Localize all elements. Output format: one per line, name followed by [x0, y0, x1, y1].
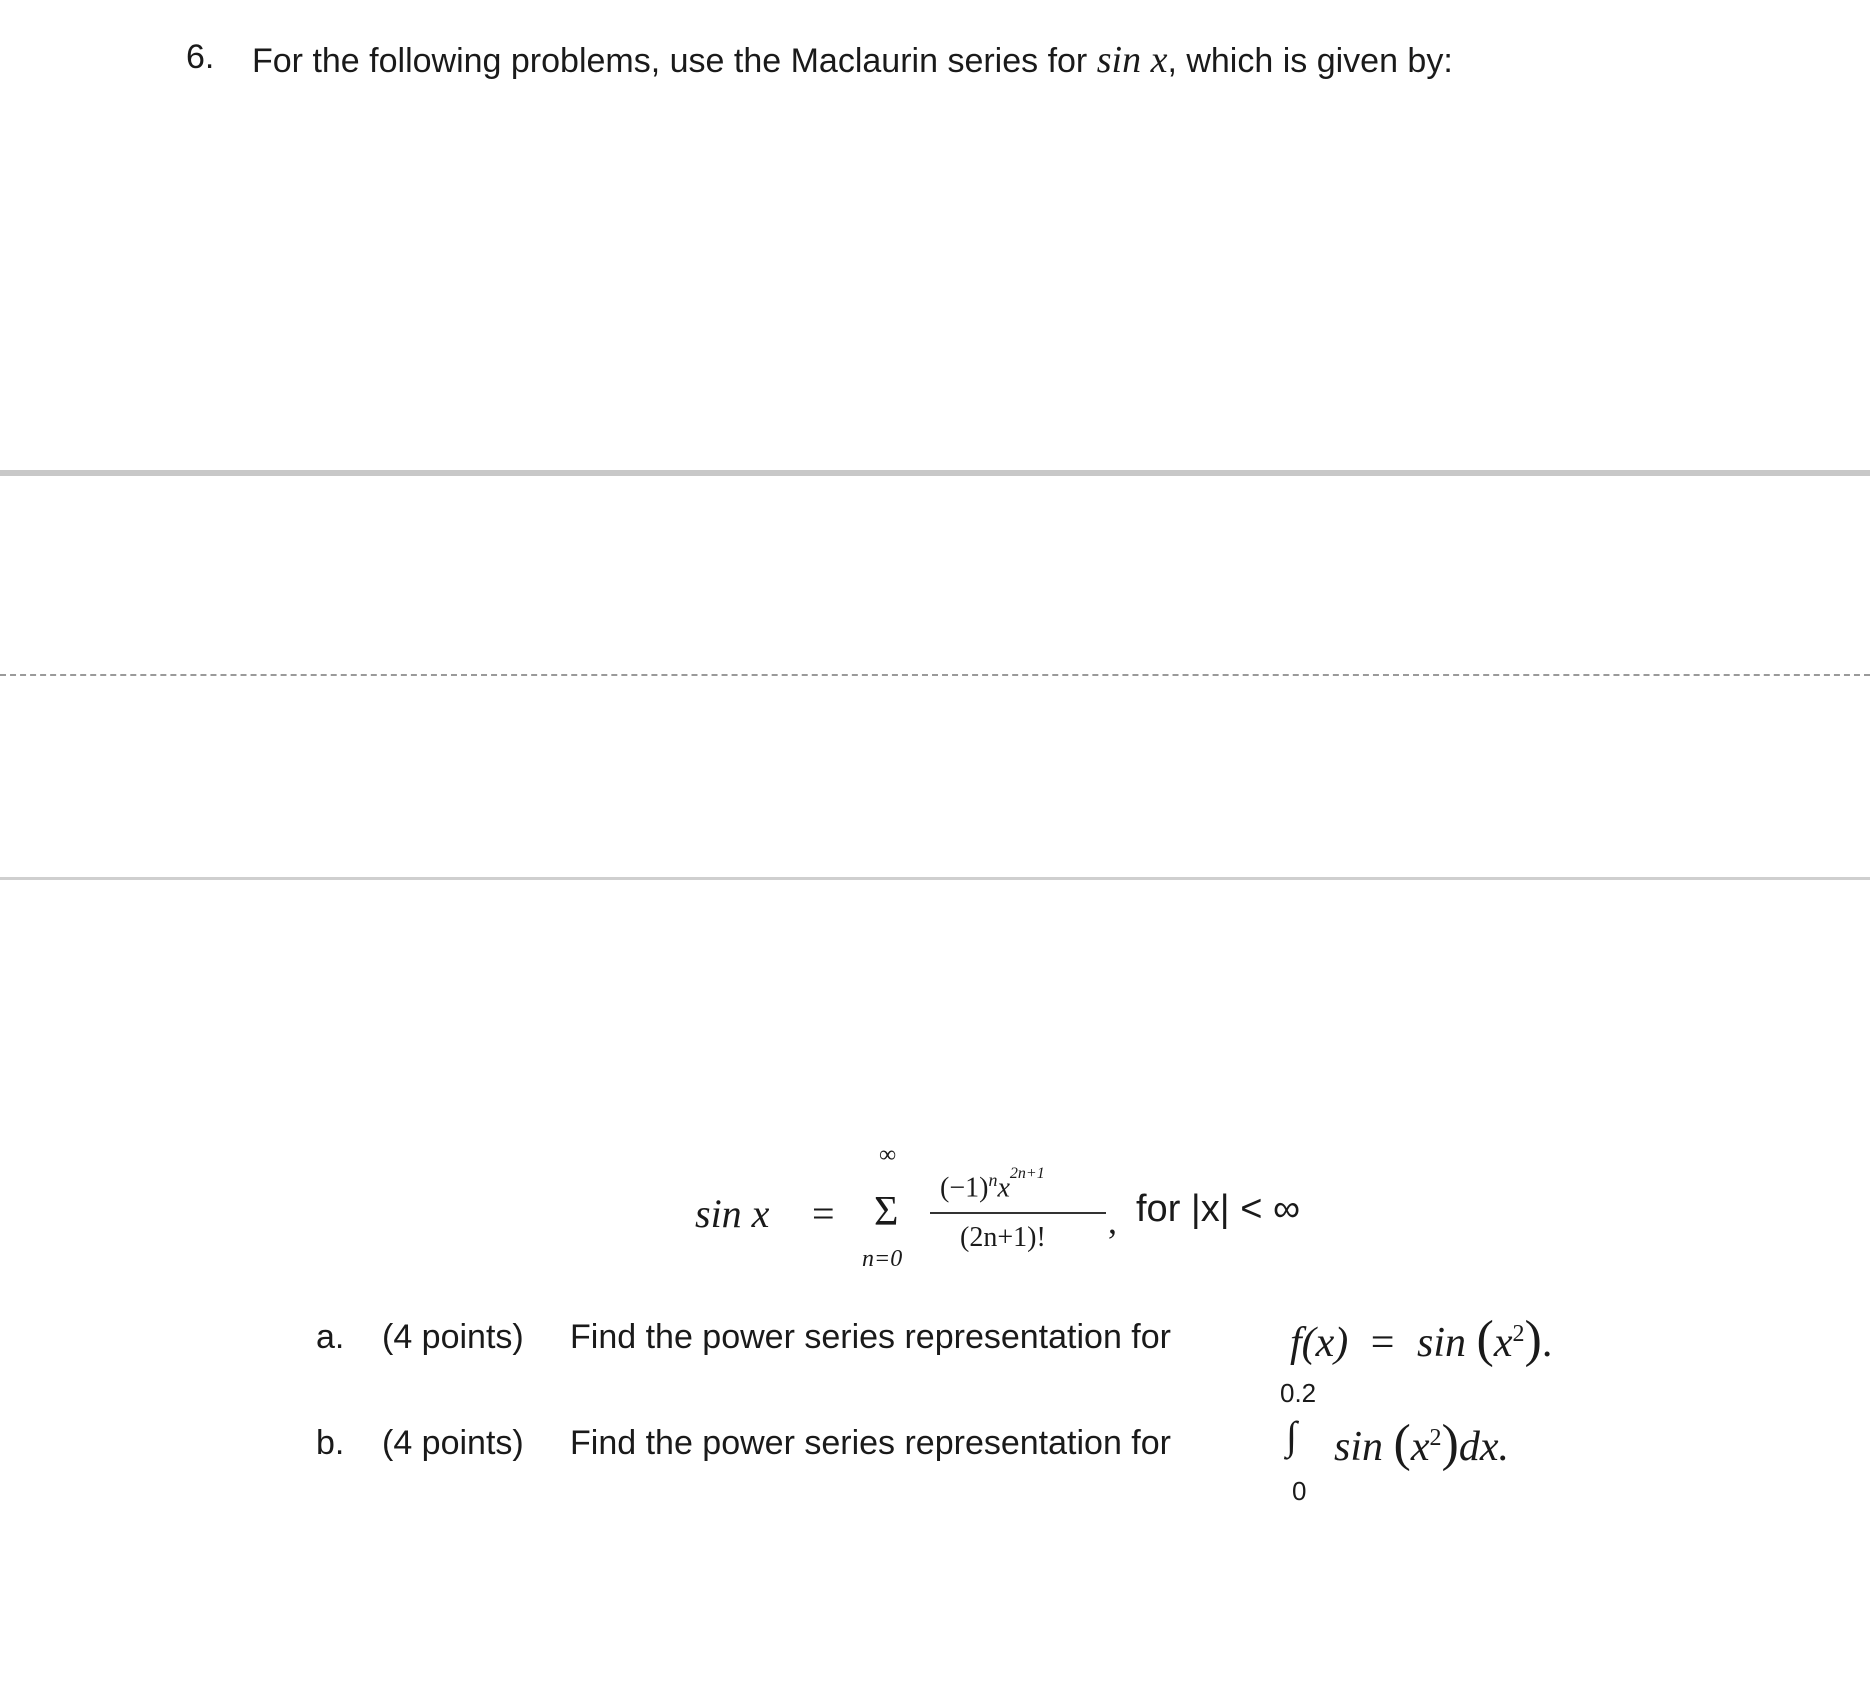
part-a-sin: sin	[1416, 1320, 1466, 1366]
part-a-text: Find the power series representation for	[570, 1318, 1171, 1356]
part-a-equals: =	[1370, 1320, 1395, 1366]
condition-math: |x| < ∞	[1190, 1188, 1301, 1230]
part-b-exp: 2	[1429, 1425, 1442, 1451]
formula-condition	[1136, 1188, 1300, 1231]
part-a-end: .	[1541, 1320, 1553, 1366]
part-a-label: a.	[316, 1318, 345, 1356]
part-b-points: (4 points)	[382, 1424, 524, 1462]
formula-lhs: sin x	[695, 1191, 770, 1236]
condition-text: for	[1136, 1188, 1181, 1230]
part-b-label: b.	[316, 1424, 345, 1462]
numerator-exp-x: 2n+1	[1009, 1165, 1045, 1182]
sigma-lower-limit: n=0	[862, 1246, 903, 1272]
formula-equals: =	[812, 1191, 835, 1236]
problem-intro-math: sin x	[1096, 39, 1168, 81]
problem-intro	[252, 38, 1453, 82]
integral-sign: ∫	[1286, 1413, 1297, 1458]
problem-number: 6.	[186, 38, 215, 76]
formula-comma: ,	[1108, 1201, 1117, 1241]
part-b-dx: dx.	[1458, 1424, 1509, 1470]
part-b-paren-open: (	[1393, 1415, 1411, 1472]
part-b-sin: sin	[1334, 1424, 1384, 1470]
part-a-paren-open: (	[1476, 1311, 1494, 1368]
part-b-paren-close: )	[1441, 1415, 1459, 1472]
part-a-points: (4 points)	[382, 1318, 524, 1356]
sigma-upper-limit: ∞	[879, 1142, 897, 1168]
numerator-base: (−1)	[940, 1172, 989, 1204]
sigma-symbol: Σ	[874, 1189, 899, 1235]
fraction-bar	[930, 1212, 1106, 1214]
divider-bottom	[0, 877, 1870, 880]
part-a-fx: f(x)	[1290, 1320, 1349, 1366]
part-b-math	[1334, 1414, 1509, 1473]
numerator-x: x	[997, 1172, 1010, 1204]
part-a-paren-close: )	[1524, 1311, 1542, 1368]
divider-top	[0, 470, 1870, 476]
fraction-numerator	[940, 1165, 1045, 1204]
fraction-denominator	[960, 1222, 1046, 1254]
divider-dashed	[0, 674, 1870, 676]
part-b-text: Find the power series representation for	[570, 1424, 1171, 1462]
part-a-math	[1290, 1310, 1552, 1369]
part-a-base: x	[1493, 1320, 1513, 1366]
problem-intro-tail: , which is given by:	[1167, 42, 1453, 80]
integral-lower-limit: 0	[1292, 1476, 1307, 1506]
numerator-exp-n: n	[988, 1170, 998, 1190]
problem-intro-text: For the following problems, use the Maclaurin series for	[252, 42, 1088, 80]
part-a-exp: 2	[1512, 1321, 1525, 1347]
part-b-base: x	[1410, 1424, 1430, 1470]
denominator-text: (2n+1)!	[960, 1222, 1046, 1253]
integral-upper-limit: 0.2	[1280, 1378, 1317, 1408]
